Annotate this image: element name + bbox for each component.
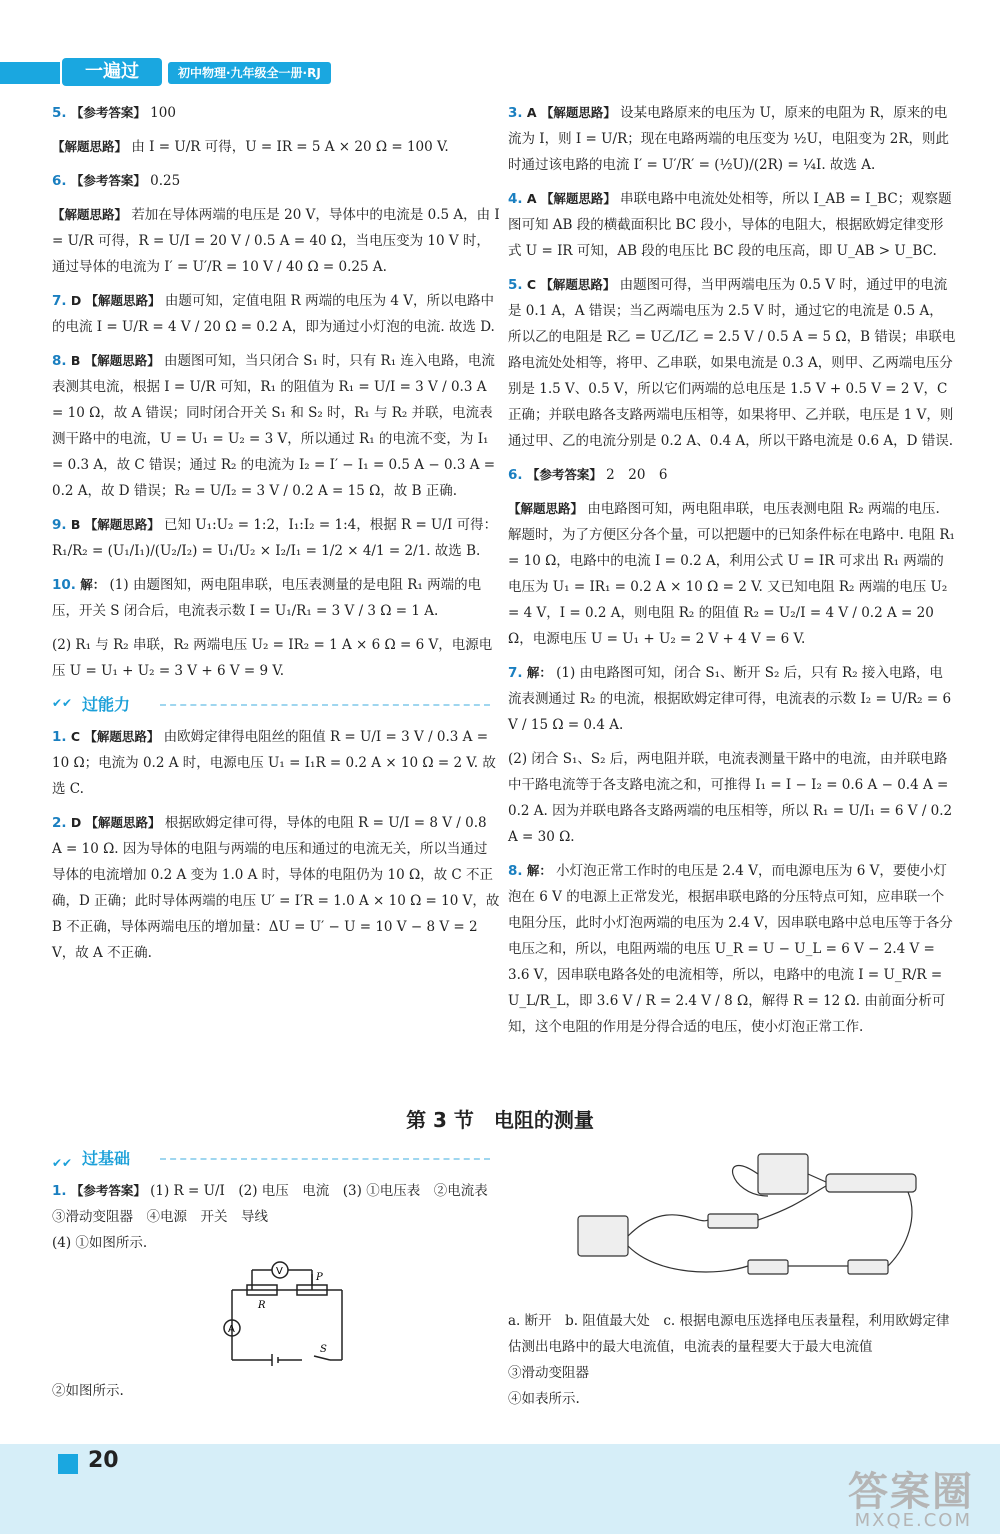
- question-number: 4.: [508, 191, 523, 207]
- question-number: 5.: [508, 277, 523, 293]
- answer-tag: C 【解题思路】: [526, 277, 616, 292]
- book-subject-tag: 初中物理·九年级全一册·RJ: [168, 62, 331, 84]
- section-title: 过基础: [82, 1149, 131, 1168]
- circuit-label-a: A: [228, 1324, 235, 1335]
- answer-item: [52, 288, 500, 340]
- question-number: 3.: [508, 105, 523, 121]
- answer-text: 若加在导体两端的电压是 20 V，导体中的电流是 0.5 A，由 I = U/R 可得，R = U/I = 20 V / 0.5 A = 40 Ω，当电压变为 10 V 时，通过导体的电流为 I′ = U′/R = 10 V / 40 Ω = 0.25 A.: [52, 207, 500, 275]
- bottom-left-block: [52, 1140, 500, 1404]
- question-number: 6.: [52, 173, 67, 189]
- answer-text: 已知 U₁:U₂ = 1:2，I₁:I₂ = 1:4，根据 R = U/I 可得：R₁/R₂ = (U₁/I₁)/(U₂/I₂) = U₁/U₂ × I₂/I₁ = 1/2 × 4/1 = 2/1. 故选 B.: [52, 517, 498, 559]
- section-divider: [160, 704, 490, 706]
- answer-tag: A 【解题思路】: [526, 105, 616, 120]
- answer-text: 由题图可知，当只闭合 S₁ 时，只有 R₁ 连入电路，电流表测其电流，根据 I = U/R 可知，R₁ 的阻值为 R₁ = U/I = 3 V / 0.3 A = 10 Ω，故 A 错误；同时闭合开关 S₁ 和 S₂ 时，R₁ 与 R₂ 并联，电流表测干路中的电流，U = U₁ = U₂ = 3 V，所以通过 R₁ 的电流不变，为 I₁ = 0.3 A，故 C 错误；通过 R₂ 的电流为 I₂ = I′ − I₁ = 0.5 A − 0.3 A = 0.2 A，故 D 错误；R₂ = U/I₂ = 3 V / 0.2 A = 15 Ω，故 B 正确.: [52, 353, 496, 499]
- answer-text: (2) 闭合 S₁、S₂ 后，两电阻并联，电流表测量干路中的电流，由并联电路中干路电流等于各支路电流之和，可推得 I₁ = I − I₂ = 0.6 A − 0.4 A = 0.2 A. 因为并联电路各支路两端的电压相等，所以 R₁ = U/I₁ = 6 V / 0.2 A = 30 Ω.: [508, 751, 953, 845]
- answer-line: a. 断开 b. 阻值最大处 c. 根据电源电压选择电压表量程，利用欧姆定律估测出电路中的最大电流值，电流表的量程要大于最大电流值: [508, 1313, 950, 1355]
- question-number: 7.: [508, 665, 523, 681]
- answer-tag: 【参考答案】: [70, 173, 146, 188]
- chapter-title: 第 3 节 电阻的测量: [406, 1108, 594, 1132]
- answer-line: [52, 1178, 500, 1230]
- answer-item: [52, 632, 500, 684]
- answer-line: (4) ①如图所示.: [52, 1235, 148, 1251]
- answer-tag: A 【解题思路】: [526, 191, 616, 206]
- answer-line: ③滑动变阻器: [508, 1365, 589, 1381]
- answer-item: [52, 810, 500, 966]
- circuit-label-p: P: [316, 1272, 323, 1283]
- answer-item: [508, 660, 956, 738]
- bottom-right-block: [508, 1136, 956, 1412]
- answer-text: 小灯泡正常工作时的电压是 2.4 V，而电源电压为 6 V，要使小灯泡在 6 V 的电源上正常发光，根据串联电路的分压特点可知，应串联一个电阻分压，此时小灯泡两端的电压为 2.4 V，因串联电路中总电压等于各分电压之和，所以，电阻两端的电压 U_R = U − U_L = 6 V − 2.4 V = 3.6 V，因串联电路各处的电流相等，所以，电路中的电流 I = U_R/R = U_L/R_L，即 3.6 V / R = 2.4 V / 8 Ω，解得 R = 12 Ω. 由前面分析可知，这个电阻的作用是分得合适的电压，使小灯泡正常工作.: [508, 863, 953, 1035]
- question-number: 7.: [52, 293, 67, 309]
- question-number: 1.: [52, 729, 67, 745]
- answer-item: [52, 202, 500, 280]
- section-header: [52, 692, 500, 716]
- answer-text: 由题可知，定值电阻 R 两端的电压为 4 V，所以电路中的电流 I = U/R = 4 V / 20 Ω = 0.2 A，即为通过小灯泡的电流. 故选 D.: [52, 293, 495, 335]
- watermark-url: MXQE.COM: [854, 1510, 972, 1531]
- apparatus-illustration: [568, 1136, 928, 1296]
- answer-item: [508, 462, 956, 488]
- page-number: 20: [88, 1448, 119, 1473]
- answer-item: [508, 100, 956, 178]
- answer-text: 由 I = U/R 可得，U = IR = 5 A × 20 Ω = 100 V.: [131, 139, 449, 155]
- answer-item: [508, 272, 956, 454]
- answer-tag: 【参考答案】: [70, 1183, 146, 1198]
- question-number: 9.: [52, 517, 67, 533]
- circuit-diagram: [212, 1260, 362, 1370]
- answer-line: ②如图所示.: [52, 1383, 124, 1399]
- question-number: 1.: [52, 1183, 67, 1199]
- section-header-basic: [52, 1146, 500, 1170]
- answer-text: (2) R₁ 与 R₂ 串联，R₂ 两端电压 U₂ = IR₂ = 1 A × 6 Ω = 6 V，电源电压 U = U₁ + U₂ = 3 V + 6 V = 9 V.: [52, 637, 493, 679]
- page-header: [0, 56, 1000, 90]
- answer-tag: 【参考答案】: [70, 105, 146, 120]
- answer-text: 串联电路中电流处处相等，所以 I_AB = I_BC；观察题图可知 AB 段的横截面积比 BC 段小，导体的电阻大，根据欧姆定律变形式 U = IR 可知，AB 段的电压比 BC 段的电压高，即 U_AB > U_BC.: [508, 191, 952, 259]
- page-number-marker: [58, 1454, 78, 1474]
- section-check-icon: ✔✔: [52, 1156, 73, 1170]
- question-number: 6.: [508, 467, 523, 483]
- answer-item: [508, 746, 956, 850]
- book-logo: 一遍过: [62, 58, 162, 86]
- watermark-logo: 答案圈: [848, 1469, 974, 1515]
- answer-text: 根据欧姆定律可得，导体的电阻 R = U/I = 8 V / 0.8 A = 10 Ω. 因为导体的电阻与两端的电压和通过的电流无关，所以当通过导体的电流增加 0.2 A 变为 1.0 A 时，导体的电阻仍为 10 Ω，故 C 不正确，D 正确；此时导体两端的电压 U′ = I′R = 1.0 A × 10 Ω = 10 V，故 B 不正确，导体两端电压的增加量：ΔU = U′ − U = 10 V − 8 V = 2 V，故 A 不正确.: [52, 815, 500, 961]
- answer-tag: 解：: [526, 665, 552, 680]
- answer-item: [52, 100, 500, 126]
- answer-tag: 【参考答案】: [526, 467, 602, 482]
- answer-item: [52, 724, 500, 802]
- answer-tag: 【解题思路】: [508, 501, 584, 516]
- question-number: 5.: [52, 105, 67, 121]
- answer-text: (1) R = U/I (2) 电压 电流 (3) ①电压表 ②电流表 ③滑动变阻器 ④电源 开关 导线: [52, 1183, 502, 1225]
- question-number: 8.: [52, 353, 67, 369]
- answer-tag: D 【解题思路】: [70, 293, 161, 308]
- answer-item: [52, 512, 500, 564]
- answer-text: 由欧姆定律得电阻丝的阻值 R = U/I = 3 V / 0.3 A = 10 Ω；电流为 0.2 A 时，电源电压 U₁ = I₁R = 0.2 A × 10 Ω = 2 V. 故选 C.: [52, 729, 496, 797]
- answer-item: [52, 572, 500, 624]
- header-accent-bar: [0, 62, 60, 84]
- section-divider: [160, 1158, 490, 1160]
- answer-tag: 【解题思路】: [52, 139, 128, 154]
- answer-item: [508, 858, 956, 1040]
- left-column: [52, 100, 500, 974]
- answer-tag: D 【解题思路】: [70, 815, 161, 830]
- answer-text: 设某电路原来的电压为 U，原来的电阻为 R，原来的电流为 I，则 I = U/R；现在电路两端的电压变为 ½U，电阻变为 2R，则此时通过该电路的电流 I′ = U′/R′ = (½U)/(2R) = ¼I. 故选 A.: [508, 105, 950, 173]
- answer-item: [508, 186, 956, 264]
- question-number: 2.: [52, 815, 67, 831]
- answer-item: [52, 348, 500, 504]
- answer-text: (1) 由题图知，两电阻串联，电压表测量的是电阻 R₁ 两端的电压，开关 S 闭合后，电流表示数 I = U₁/R₁ = 3 V / 3 Ω = 1 A.: [52, 577, 482, 619]
- answer-text: (1) 由电路图可知，闭合 S₁、断开 S₂ 后，只有 R₂ 接入电路，电流表测通过 R₂ 的电流，根据欧姆定律可得，电流表的示数 I₂ = U/R₂ = 6 V / 15 Ω = 0.4 A.: [508, 665, 952, 733]
- answer-text: 100: [150, 105, 176, 121]
- answer-item: [508, 496, 956, 652]
- circuit-label-r: R: [258, 1300, 266, 1311]
- answer-tag: 解：: [80, 577, 106, 592]
- answer-text: 2 20 6: [606, 467, 668, 483]
- answer-tag: C 【解题思路】: [70, 729, 160, 744]
- section-check-icon: ✔✔: [52, 696, 73, 710]
- section-title: 过能力: [82, 695, 131, 714]
- answer-tag: 解：: [526, 863, 552, 878]
- answer-item: [52, 134, 500, 160]
- answer-tag: 【解题思路】: [52, 207, 128, 222]
- answer-text: 由题图可得，当甲两端电压为 0.5 V 时，通过甲的电流是 0.1 A，A 错误；当乙两端电压为 2.5 V 时，通过它的电流是 0.5 A，所以乙的电阻是 R乙 = U乙/I乙 = 2.5 V / 0.5 A = 5 Ω，B 错误；串联电路电流处处相等，将甲、乙串联，如果电流是 0.3 A，则甲、乙两端电压分别是 1.5 V、0.5 V，所以它们两端的总电压是 1.5 V + 0.5 V = 2 V，C 正确；并联电路各支路两端电压相等，如果将甲、乙并联，电压是 1 V，则通过甲、乙的电流分别是 0.2 A、0.4 A，所以干路电流是 0.6 A，D 错误.: [508, 277, 956, 449]
- answer-item: [52, 168, 500, 194]
- answer-tag: B 【解题思路】: [70, 517, 160, 532]
- answer-text: 由电路图可知，两电阻串联，电压表测电阻 R₂ 两端的电压. 解题时，为了方便区分各个量，可以把题中的已知条件标在电路中. 电阻 R₁ = 10 Ω，电路中的电流 I = 0.2 A，利用公式 U = IR 可求出 R₁ 两端的电压为 U₁ = IR₁ = 0.2 A × 10 Ω = 2 V. 又已知电阻 R₂ 两端的电压 U₂ = 4 V，I = 0.2 A，则电阻 R₂ 的阻值 R₂ = U₂/I = 4 V / 0.2 A = 20 Ω，电源电压 U = U₁ + U₂ = 2 V + 4 V = 6 V.: [508, 501, 955, 647]
- question-number: 10.: [52, 577, 76, 593]
- answer-line: ④如表所示.: [508, 1391, 580, 1407]
- answer-tag: B 【解题思路】: [70, 353, 160, 368]
- circuit-label-s: S: [320, 1344, 327, 1355]
- answer-text: 0.25: [150, 173, 181, 189]
- question-number: 8.: [508, 863, 523, 879]
- right-column: [508, 100, 956, 1048]
- circuit-label-v: V: [276, 1266, 283, 1277]
